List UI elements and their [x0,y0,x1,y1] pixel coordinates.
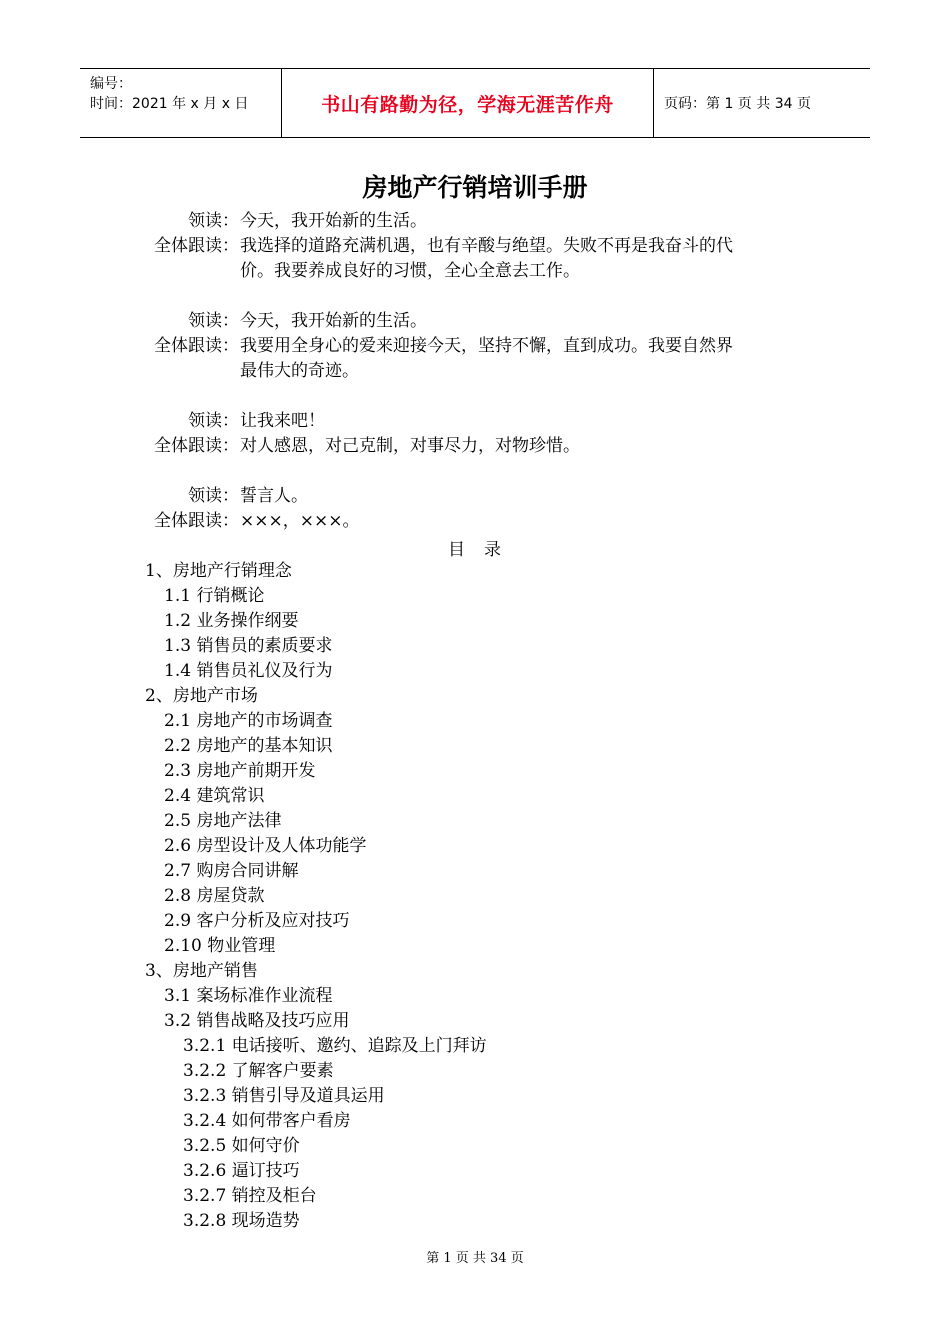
oath-line: 对人感恩，对己克制，对事尽力，对物珍惜。 [240,436,580,456]
toc-item: 3.1 案场标准作业流程 [164,986,333,1006]
toc-item: 1.4 销售员礼仪及行为 [164,661,333,681]
oath-line: 价。我要养成良好的习惯，全心全意去工作。 [240,261,580,281]
toc-item: 2.4 建筑常识 [164,786,265,806]
toc-item: 3.2 销售战略及技巧应用 [164,1011,350,1031]
toc-item: 2.7 购房合同讲解 [164,861,299,881]
toc-item: 3.2.8 现场造势 [183,1211,300,1231]
toc-item: 2.3 房地产前期开发 [164,761,316,781]
lead-role-label: 领读： [188,211,239,231]
lead-role-label: 领读： [188,311,239,331]
toc-item: 3.2.3 销售引导及道具运用 [183,1086,385,1106]
toc-item: 3、房地产销售 [145,961,258,981]
toc-item: 1.3 销售员的素质要求 [164,636,333,656]
toc-item: 3.2.7 销控及柜台 [183,1186,317,1206]
all-role-label: 全体跟读： [154,336,239,356]
oath-line: 今天，我开始新的生活。 [240,311,427,331]
header-motto-cell [282,69,654,137]
oath-line: 最伟大的奇迹。 [240,361,359,381]
toc-item: 2.2 房地产的基本知识 [164,736,333,756]
toc-item: 3.2.5 如何守价 [183,1136,300,1156]
toc-item: 3.2.6 逼订技巧 [183,1161,300,1181]
toc-heading: 目 录 [448,540,502,560]
toc-item: 2.9 客户分析及应对技巧 [164,911,350,931]
motto: 书山有路勤为径，学海无涯苦作舟 [321,93,614,116]
oath-line: 让我来吧！ [240,411,325,431]
toc-item: 2.8 房屋贷款 [164,886,265,906]
all-role-label: 全体跟读： [154,511,239,531]
toc-item: 2.5 房地产法律 [164,811,282,831]
toc-item: 2.6 房型设计及人体功能学 [164,836,367,856]
oath-line: ×××，×××。 [240,511,360,531]
oath-line: 我选择的道路充满机遇，也有辛酸与绝望。失败不再是我奋斗的代 [240,236,733,256]
toc-item: 3.2.1 电话接听、邀约、追踪及上门拜访 [183,1036,487,1056]
header-page-cell [654,69,870,137]
oath-line: 今天，我开始新的生活。 [240,211,427,231]
document-header [80,68,870,138]
oath-line: 我要用全身心的爱来迎接今天，坚持不懈，直到成功。我要自然界 [240,336,733,356]
toc-item: 2.10 物业管理 [164,936,276,956]
all-role-label: 全体跟读： [154,436,239,456]
toc-item: 3.2.2 了解客户要素 [183,1061,334,1081]
document-title: 房地产行销培训手册 [362,173,588,202]
toc-item: 2.1 房地产的市场调查 [164,711,333,731]
lead-role-label: 领读： [188,486,239,506]
toc-item: 1、房地产行销理念 [145,561,292,581]
oath-line: 誓言人。 [240,486,308,506]
header-meta-cell [80,69,282,137]
toc-item: 2、房地产市场 [145,686,258,706]
toc-item: 1.2 业务操作纲要 [164,611,299,631]
page-label: 页码：第 1 页 共 34 页 [664,96,811,112]
lead-role-label: 领读： [188,411,239,431]
all-role-label: 全体跟读： [154,236,239,256]
toc-item: 1.1 行销概论 [164,586,265,606]
time-label: 时间：2021 年 x 月 x 日 [90,96,249,112]
toc-item: 3.2.4 如何带客户看房 [183,1111,351,1131]
page-footer: 第 1 页 共 34 页 [426,1251,524,1266]
number-label: 编号： [90,76,132,92]
